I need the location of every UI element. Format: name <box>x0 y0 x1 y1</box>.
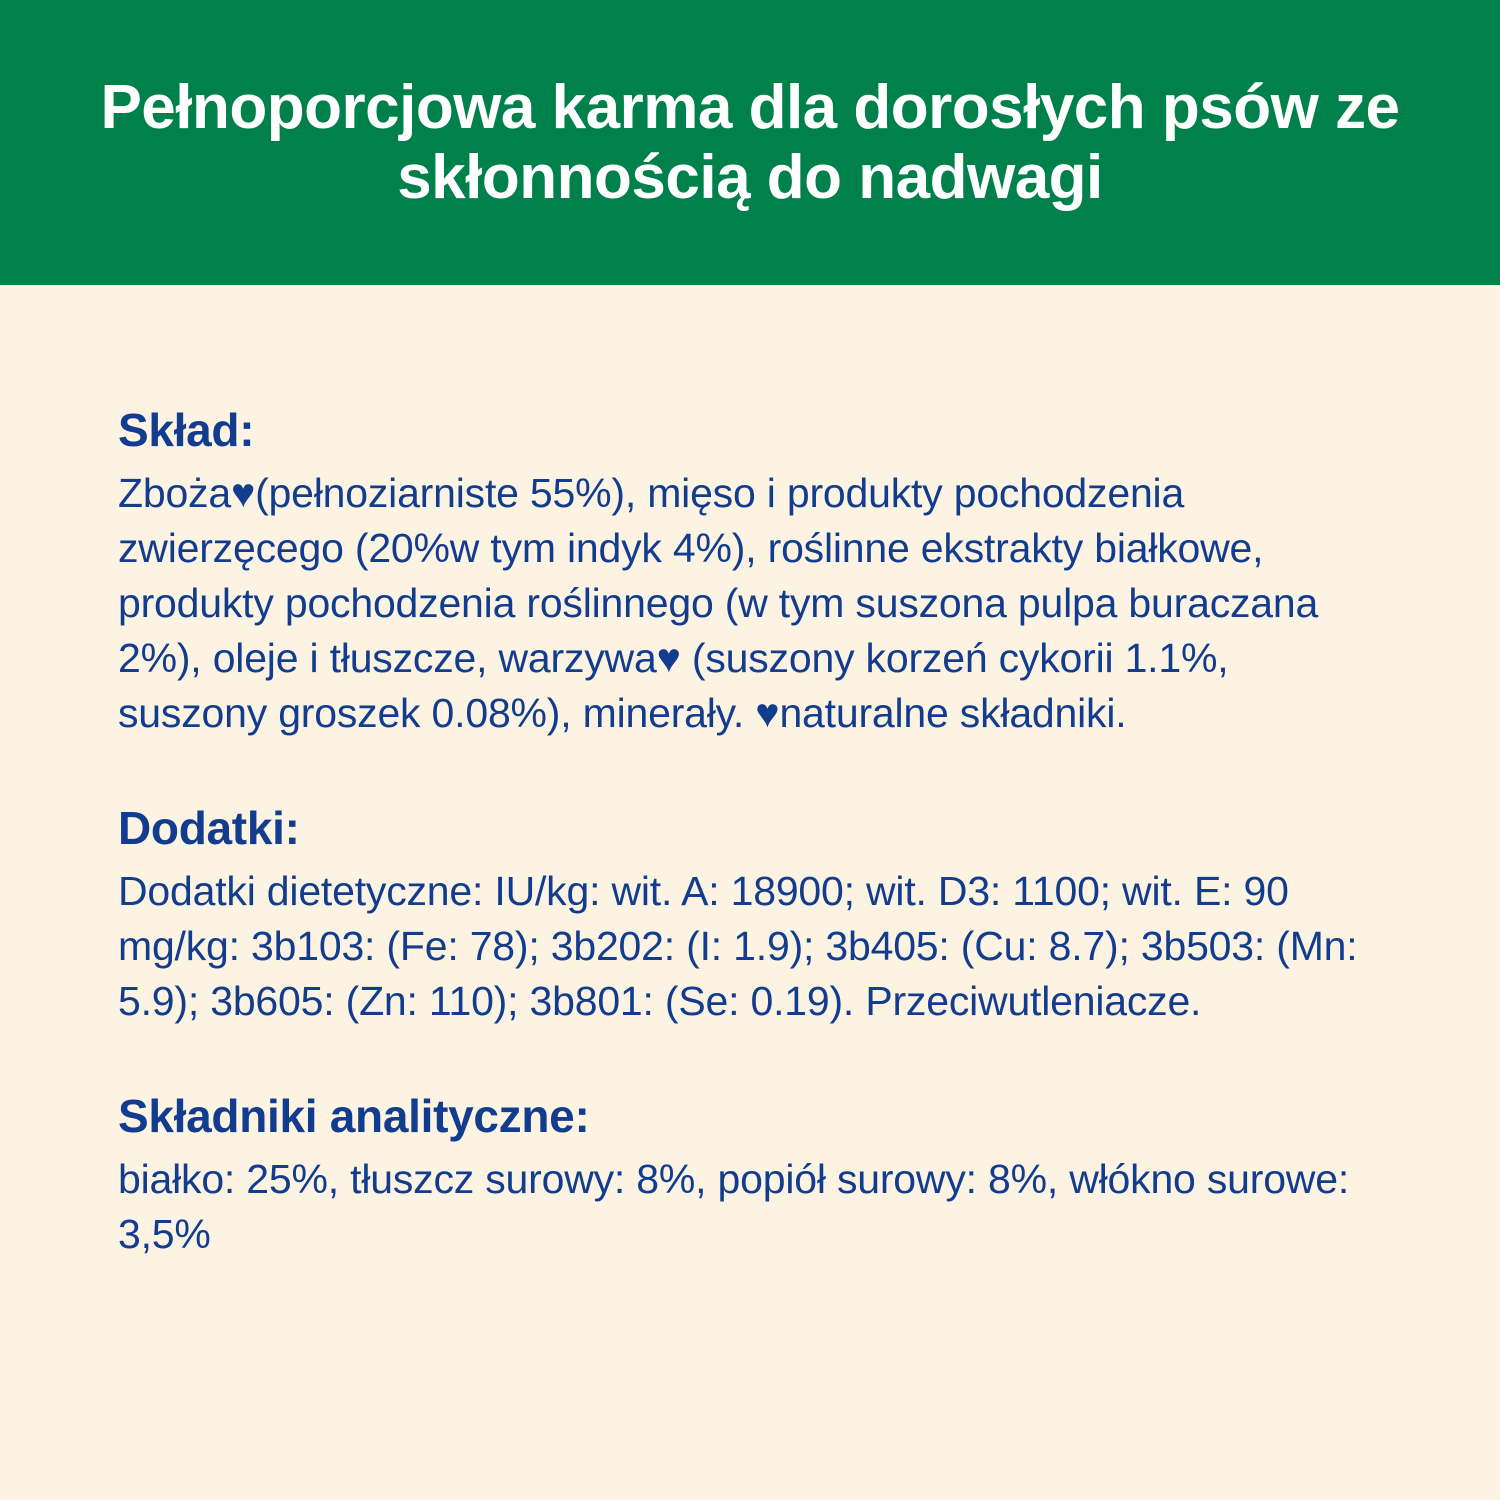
label-content <box>0 285 1500 1262</box>
analytical-heading: Składniki analityczne: <box>118 1089 590 1142</box>
analytical-text: białko: 25%, tłuszcz surowy: 8%, popiół surowy: 8%, włókno surowe: 3,5% <box>118 1156 1350 1257</box>
section-analytical-constituents <box>118 1089 1382 1262</box>
header-band <box>0 0 1500 285</box>
ingredients-text: Zboża♥(pełnoziarniste 55%), mięso i produkty pochodzenia zwierzęcego (20%w tym indyk 4%), roślinne ekstrakty białkowe, produkty pochodzenia roślinnego (w tym suszona pulpa buraczana 2%), oleje i tłuszcze, warzywa♥ (suszony korzeń cykorii 1.1%, suszony groszek 0.08%), minerały. ♥naturalne składniki. <box>118 470 1319 736</box>
section-ingredients <box>118 403 1382 741</box>
additives-text: Dodatki dietetyczne: IU/kg: wit. A: 18900; wit. D3: 1100; wit. E: 90 mg/kg: 3b103: (Fe: 78); 3b202: (I: 1.9); 3b405: (Cu: 8.7); 3b503: (Mn: 5.9); 3b605: (Zn: 110); 3b801: (Se: 0.19). Przeciwutleniacze. <box>118 868 1358 1024</box>
section-additives <box>118 801 1382 1029</box>
page-title: Pełnoporcjowa karma dla dorosłych psów ze skłonnością do nadwagi <box>100 73 1400 212</box>
additives-heading: Dodatki: <box>118 801 300 854</box>
ingredients-heading: Skład: <box>118 404 255 456</box>
